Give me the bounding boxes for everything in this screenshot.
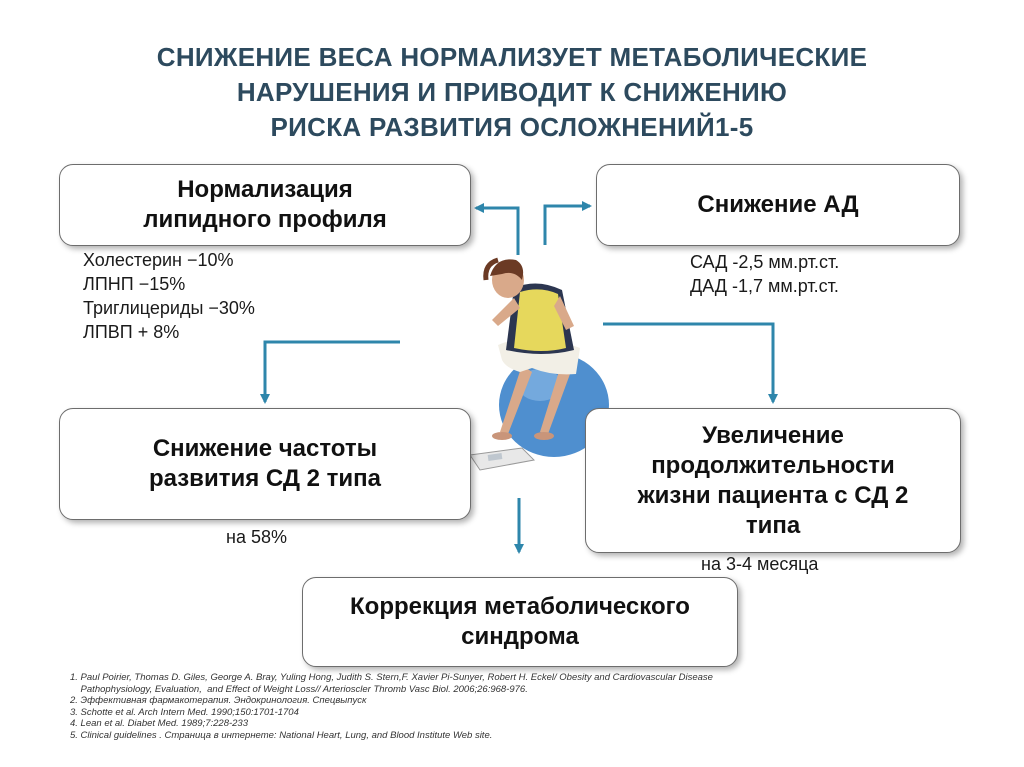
lipid-stats (83, 248, 255, 344)
reference-2: 2. Эффективная фармакотерапия. Эндокринология. Спецвыпуск (70, 695, 367, 706)
arrow-to-life (603, 324, 773, 402)
lipid-line-1: Нормализация (177, 176, 353, 203)
life-line-1: Увеличение (702, 421, 844, 449)
reference-4: 4. Lean et al. Diabet Med. 1989;7:228-233 (70, 718, 248, 729)
lipid-stat-hdl: ЛПВП + 8% (83, 322, 180, 342)
life-line-4: типа (745, 511, 801, 539)
dm-note: на 58% (226, 527, 287, 547)
metabolic-syndrome-box (302, 577, 738, 667)
lipid-stat-triglycerides: Триглицериды −30% (83, 298, 255, 318)
reference-1b: Pathophysiology, Evaluation, and Effect of Weight Loss// Arterioscler Thromb Vasc Biol. 2006;26:968-976. (70, 683, 528, 695)
lipid-profile-box (59, 164, 471, 246)
references (70, 672, 713, 741)
life-expectancy-box (585, 408, 961, 553)
lipid-stat-ldl: ЛПНП −15% (83, 274, 186, 294)
blood-pressure-box (596, 164, 960, 246)
reference-1a: 1. Paul Poirier, Thomas D. Giles, George A. Bray, Yuling Hong, Judith S. Stern,F. Xavier Pi-Sunyer, Robert H. Eckel/ Obesity and Cardiovascular Disease (70, 672, 713, 683)
bp-stat-systolic: САД -2,5 мм.рт.ст. (690, 252, 840, 272)
life-line-3: жизни пациента с СД 2 (637, 481, 909, 509)
metab-line-2: синдрома (461, 623, 579, 650)
arrow-to-dm (265, 342, 400, 402)
lipid-stat-cholesterol: Холестерин −10% (83, 250, 234, 270)
title-line-1: СНИЖЕНИЕ ВЕСА НОРМАЛИЗУЕТ МЕТАБОЛИЧЕСКИЕ (156, 42, 868, 72)
life-line-2: продолжительности (651, 451, 895, 479)
reference-3: 3. Schotte et al. Arch Intern Med. 1990;150:1701-1704 (70, 706, 299, 718)
title-line-2: НАРУШЕНИЯ И ПРИВОДИТ К СНИЖЕНИЮ (236, 77, 788, 107)
bp-label: Снижение АД (697, 191, 859, 218)
arrow-to-lipid (476, 208, 518, 255)
dm-line-1: Снижение частоты (152, 435, 378, 462)
diabetes-incidence-box (59, 408, 471, 520)
title-line-3: РИСКА РАЗВИТИЯ ОСЛОЖНЕНИЙ1-5 (270, 112, 754, 142)
life-note: на 3-4 месяца (701, 554, 819, 574)
lipid-line-2: липидного профиля (143, 206, 387, 233)
metab-line-1: Коррекция метаболического (350, 593, 690, 620)
reference-5: 5. Clinical guidelines . Страница в интернете: National Heart, Lung, and Blood Institute Web site. (70, 729, 493, 741)
dm-line-2: развития СД 2 типа (148, 465, 382, 492)
bathroom-scale-icon (470, 448, 534, 470)
bp-stats (690, 250, 839, 298)
arrow-to-bp (545, 206, 590, 245)
bp-stat-diastolic: ДАД -1,7 мм.рт.ст. (690, 276, 839, 296)
